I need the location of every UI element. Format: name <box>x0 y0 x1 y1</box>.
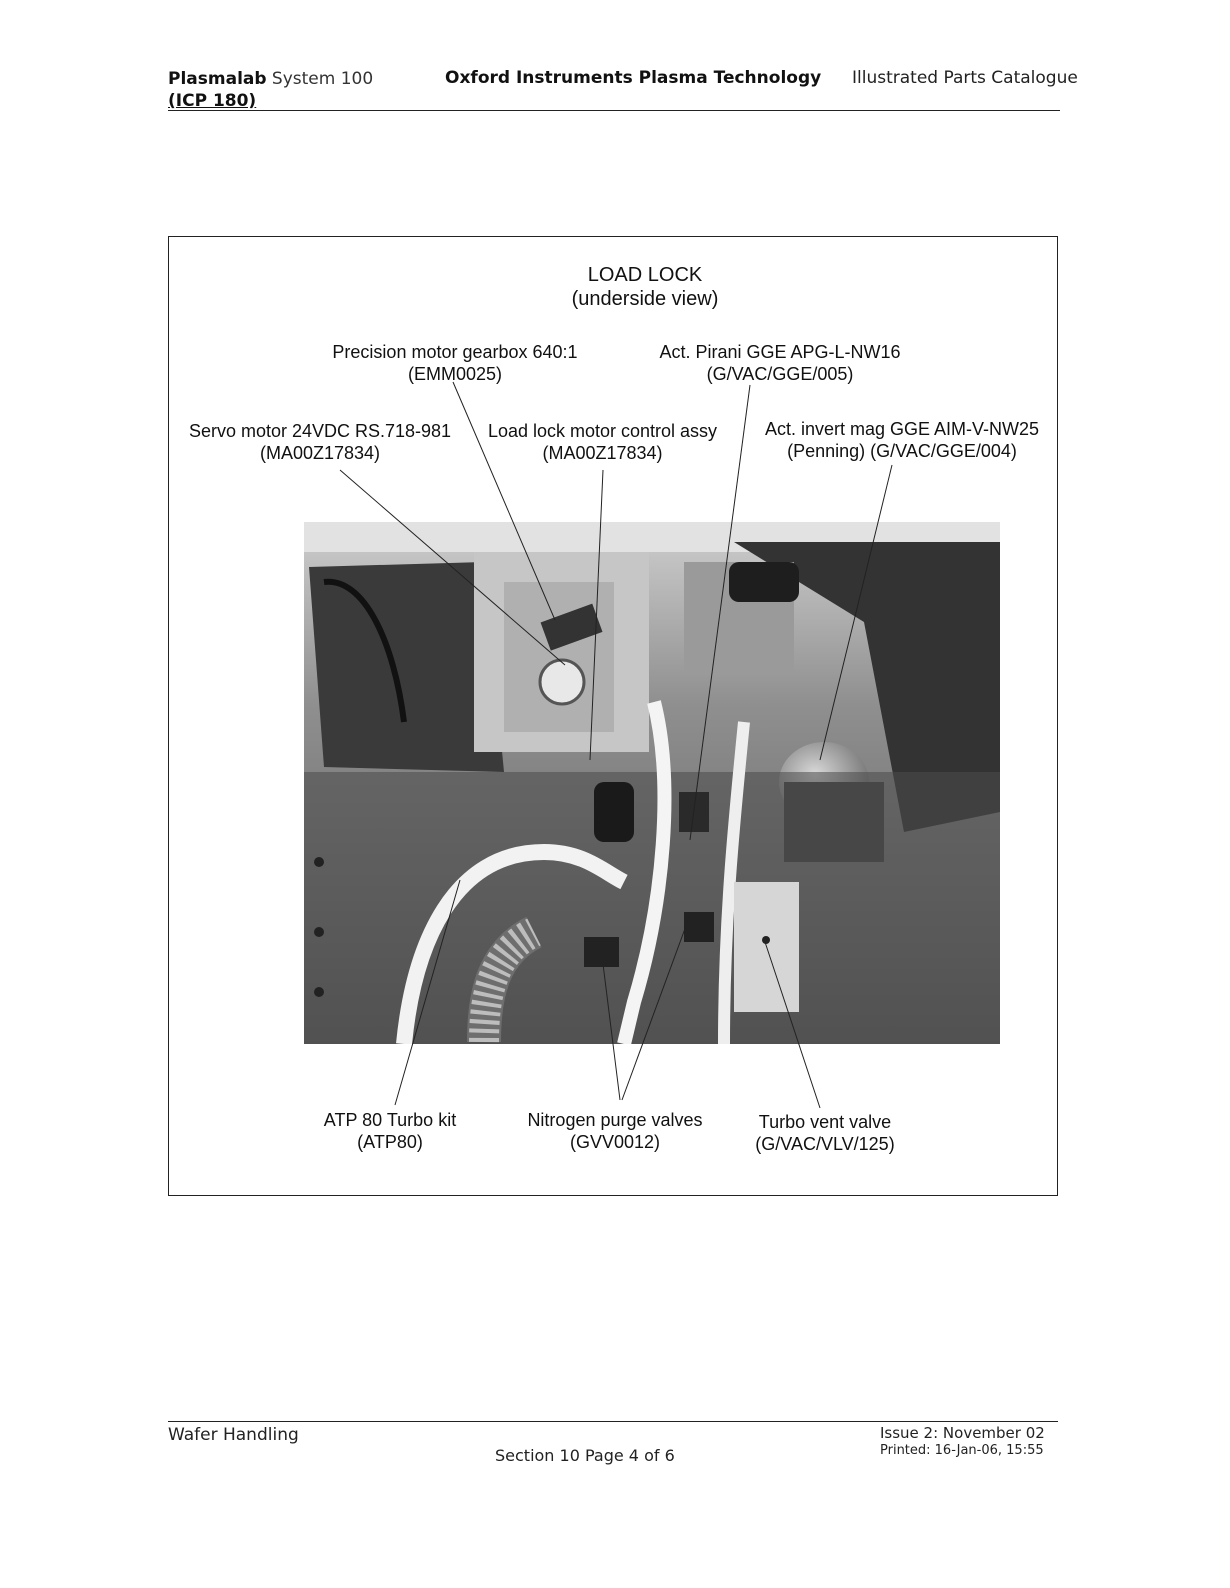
figure-title-line1: LOAD LOCK <box>587 264 703 286</box>
label-motor-control-code: (MA00Z17834) <box>542 443 663 463</box>
label-nitrogen-name: Nitrogen purge valves <box>527 1110 703 1130</box>
header-rule <box>168 110 1060 111</box>
label-turbo-kit <box>310 1109 470 1153</box>
footer-page-ref: Section 10 Page 4 of 6 <box>495 1446 675 1465</box>
product-model: (ICP 180) <box>168 91 257 111</box>
label-pirani-code: (G/VAC/GGE/005) <box>706 364 854 384</box>
figure-title <box>545 263 745 311</box>
footer-printed: Printed: 16-Jan-06, 15:55 <box>880 1443 1044 1458</box>
load-lock-photo <box>304 522 1000 1044</box>
label-servo-name: Servo motor 24VDC RS.718-981 <box>188 421 452 441</box>
label-servo <box>180 420 460 464</box>
label-invert-mag <box>752 418 1052 462</box>
label-vent-valve-name: Turbo vent valve <box>758 1112 892 1132</box>
footer-issue-block <box>880 1424 1045 1460</box>
label-invert-mag-code: (Penning) (G/VAC/GGE/004) <box>787 441 1017 461</box>
label-gearbox-name: Precision motor gearbox 640:1 <box>332 342 578 362</box>
footer-issue: Issue 2: November 02 <box>880 1424 1045 1442</box>
label-nitrogen-code: (GVV0012) <box>569 1132 661 1152</box>
label-vent-valve <box>745 1111 905 1155</box>
header-doc-type: Illustrated Parts Catalogue <box>852 68 1078 88</box>
product-system: System 100 <box>266 69 374 89</box>
footer-section-name: Wafer Handling <box>168 1425 299 1445</box>
label-turbo-kit-name: ATP 80 Turbo kit <box>323 1110 457 1130</box>
label-gearbox <box>320 341 590 385</box>
product-name: Plasmalab <box>168 69 267 89</box>
label-pirani-name: Act. Pirani GGE APG-L-NW16 <box>659 342 901 362</box>
figure-title-line2: (underside view) <box>571 288 719 310</box>
label-motor-control <box>475 420 730 464</box>
label-servo-code: (MA00Z17834) <box>259 443 381 463</box>
footer-rule <box>168 1421 1058 1422</box>
label-nitrogen <box>515 1109 715 1153</box>
label-gearbox-code: (EMM0025) <box>407 364 503 384</box>
label-vent-valve-code: (G/VAC/VLV/125) <box>755 1134 895 1154</box>
header-company: Oxford Instruments Plasma Technology <box>445 68 822 88</box>
label-invert-mag-name: Act. invert mag GGE AIM-V-NW25 <box>764 419 1040 439</box>
label-motor-control-name: Load lock motor control assy <box>487 421 718 441</box>
label-turbo-kit-code: (ATP80) <box>357 1132 423 1152</box>
label-pirani <box>640 341 920 385</box>
header-product <box>168 68 373 112</box>
